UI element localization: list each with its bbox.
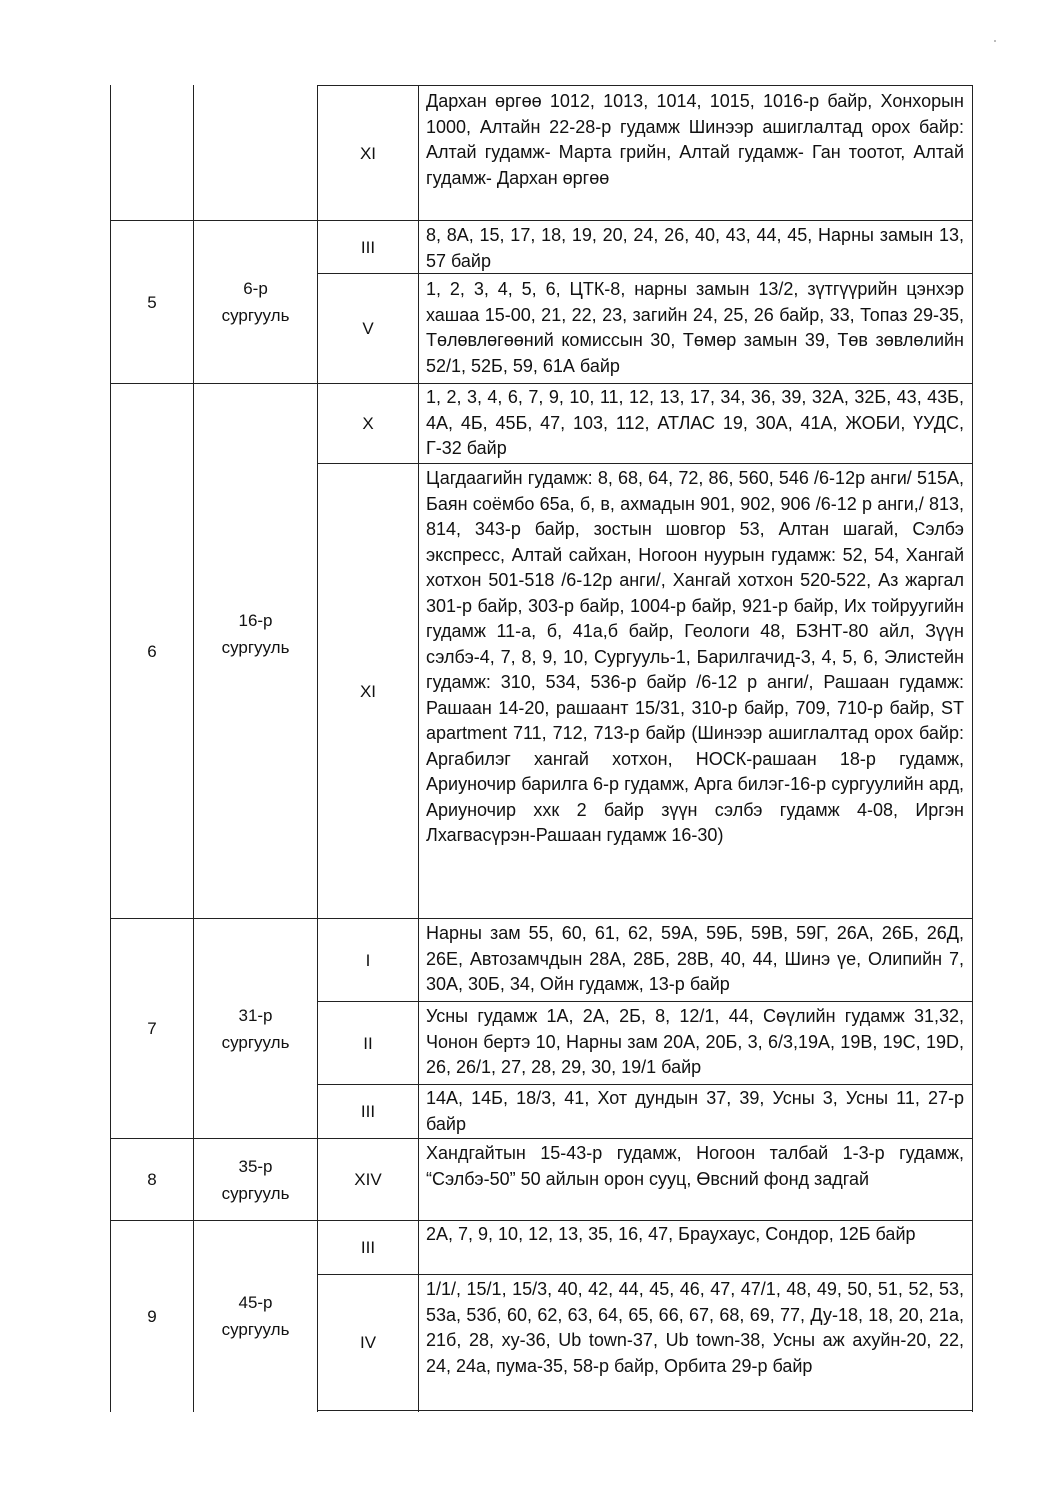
roman-cell: III (360, 237, 376, 257)
roman-cell: I (365, 950, 371, 970)
address-cell: Хандгайтын 15-43-р гудамж, Ногоон талбай 1-3-р гудамж, “Сэлбэ-50” 50 айлын орон сууц, Өвсний фонд задгай (426, 1143, 964, 1189)
roman-cell: V (362, 319, 374, 338)
row-number-cell: 6 (147, 641, 157, 661)
row-number-cell: 5 (147, 292, 157, 312)
school-cell: 6-р сургууль (221, 279, 290, 325)
roman-cell: XI (359, 681, 377, 701)
school-cell: 31-р сургууль (221, 1005, 290, 1052)
school-cell: 35-р сургууль (221, 1156, 290, 1203)
address-cell: Усны гудамж 1А, 2А, 2Б, 8, 12/1, 44, Сөүлийн гудамж 31,32, Чонон бертэ 10, Нарны зам 20А, 20Б, 3, 6/3,19А, 19В, 19С, 19D, 26, 26/1, 27, 28, 29, 30, 19/1 байр (426, 1006, 964, 1077)
address-cell: 14А, 14Б, 18/3, 41, Хот дундын 37, 39, Усны 3, Усны 11, 27-р байр (426, 1088, 964, 1134)
address-cell: 1, 2, 3, 4, 5, 6, ЦТК-8, нарны замын 13/2, зүтгүүрийн цэнхэр хашаа 15-00, 21, 22, 23, загийн 24, 25, 26 байр, 33, Топаз 29-35, Төлөвлөгөөний комиссын 30, Төмөр замын 39, Төв зөвлөлийн 52/1, 52Б, 59, 61А байр (426, 279, 964, 376)
row-border-bottom (317, 1410, 972, 1411)
roman-cell: III (360, 1238, 376, 1257)
roman-cell: XIV (354, 1170, 382, 1189)
row-number-cell: 8 (147, 1170, 157, 1189)
roman-cell: III (360, 1102, 376, 1121)
address-cell: Нарны зам 55, 60, 61, 62, 59А, 59Б, 59В, 59Г, 26А, 26Б, 26Д, 26Е, Автозамчдын 28А, 28Б, 28В, 40, 44, Шинэ үе, Олипийн 7, 30А, 30Б, 34, Ойн гудамж, 13-р байр (426, 923, 964, 994)
address-cell: 2А, 7, 9, 10, 12, 13, 35, 16, 47, Браухаус, Сондор, 12Б байр (426, 1224, 916, 1244)
row-number-cell: 7 (147, 1019, 157, 1038)
school-cell: 45-р сургууль (221, 1293, 290, 1339)
address-cell: 8, 8А, 15, 17, 18, 19, 20, 24, 26, 40, 43, 44, 45, Нарны замын 13, 57 байр (426, 225, 964, 271)
roman-cell: II (363, 1033, 373, 1053)
row-number-cell: 9 (147, 1306, 157, 1326)
address-cell: 1, 2, 3, 4, 6, 7, 9, 10, 11, 12, 13, 17, 34, 36, 39, 32А, 32Б, 43, 43Б, 4А, 4Б, 45Б, 47, 103, 112, АТЛАС 19, 30А, 41А, ЖОБИ, ҮУДС, Г-32 байр (426, 387, 964, 458)
address-cell: 1/1/, 15/1, 15/3, 40, 42, 44, 45, 46, 47, 47/1, 48, 49, 50, 51, 52, 53, 53а, 53б, 60, 62, 63, 64, 65, 66, 67, 68, 69, 77, Ду-18, 18, 20, 21а, 21б, 28, ху-36, Ub town-37, Ub town-38, Усны аж ахуйн-20, 22, 24, 24а, пума-35, 58-р байр, Орбита 29-р байр (426, 1279, 964, 1376)
address-cell: Цагдаагийн гудамж: 8, 68, 64, 72, 86, 560, 546 /6-12р анги/ 515А, Баян соёмбо 65а, б, в, ахмадын 901, 902, 906 /6-12 р анги,/ 813, 814, 343-р байр, зостын шовгор 53, Алтан шагай, Сэлбэ экспресс, Алтай сайхан, Ногоон нуурын гудамж: 52, 54, Хангай хотхон 501-518 /6-12р анги/, Хангай хотхон 520-522, Аз жаргал 301-р байр, 303-р байр, 1004-р байр, 921-р байр, Их тойруугийн гудамж 11-а, б, 41а,б байр, Геологи 48, БЗНТ-80 айл, Зүүн сэлбэ-4, 7, 8, 9, 10, Сургууль-1, Барилгачид-3, 4, 5, 6, Элистейн гудамж: 310, 534, 536-р байр /6-12 р анги/, Рашаан гудамж: Рашаан 14-20, рашаант 15/31, 310-р байр, 709, 710-р байр, ST apartment 711, 712, 713-р байр (Шинээр ашиглалтад орох байр: Аргабилэг хангай хотхон, НОСК-рашаан 18-р гудамж, Ариуночир барилга 6-р гудамж, Арга билэг-16-р сургуулийн ард, Ариуночир ххк 2 байр зүүн сэлбэ гудамж 4-08, Иргэн Лхагвасүрэн-Рашаан гудамж 16-30) (426, 468, 964, 845)
roman-cell: XI (359, 143, 377, 163)
table-border-right (972, 85, 973, 1412)
roman-cell: X (362, 414, 374, 433)
school-cell: 16-р сургууль (221, 611, 290, 657)
roman-cell: IV (359, 1333, 377, 1352)
scan-speck (994, 40, 996, 42)
address-cell: Дархан өргөө 1012, 1013, 1014, 1015, 1016-р байр, Хонхорын 1000, Алтайн 22-28-р гудамж Шинээр ашиглалтад орох байр: Алтай гудамж- Марта грийн, Алтай гудамж- Ган тоотот, Алтай гудамж- Дархан өргөө (426, 91, 964, 188)
table-border-col3 (418, 85, 419, 1412)
